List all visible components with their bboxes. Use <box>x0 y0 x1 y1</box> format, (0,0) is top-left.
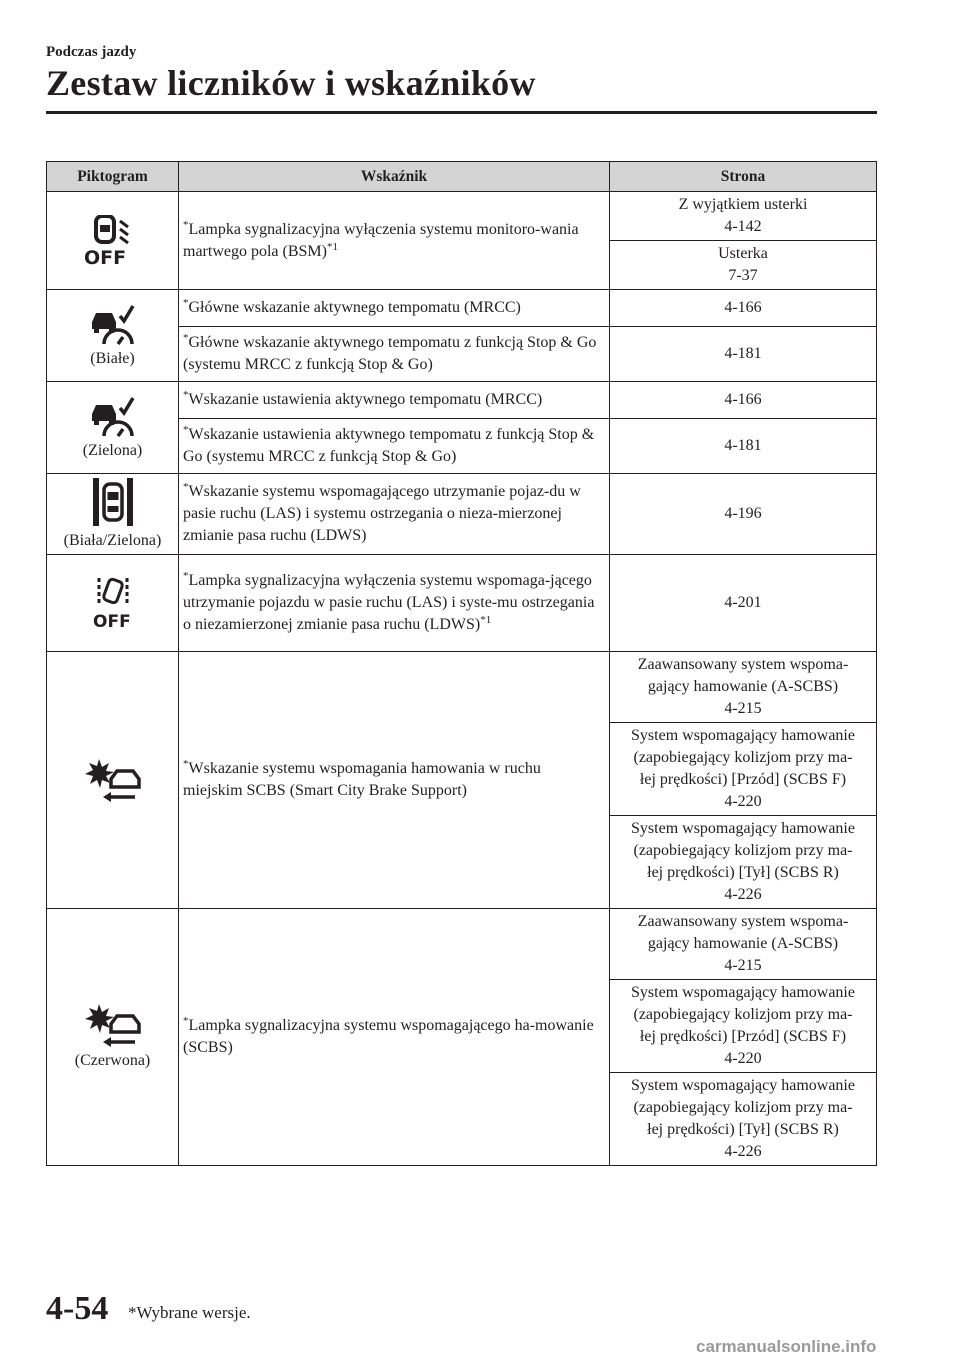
page-cell: 4-196 <box>610 474 877 555</box>
page-cell: System wspomagający hamowanie (zapobiegający kolizjom przy ma- łej prędkości) [Tył] (SCBS R) 4-226 <box>610 1073 877 1166</box>
page-cell: Zaawansowany system wspoma- gający hamowanie (A-SCBS) 4-215 <box>610 652 877 723</box>
description-cell: *Wskazanie ustawienia aktywnego tempomatu z funkcją Stop & Go (systemu MRCC z funkcją Stop & Go) <box>179 419 610 474</box>
pictogram-cell <box>47 290 179 382</box>
scbs-icon <box>81 757 145 803</box>
bsm-off-icon <box>82 215 144 267</box>
page-cell: System wspomagający hamowanie (zapobiegający kolizjom przy ma- łej prędkości) [Tył] (SCBS R) 4-226 <box>610 816 877 909</box>
footnote: *Wybrane wersje. <box>128 1303 251 1322</box>
page-cell: Zaawansowany system wspoma- gający hamowanie (A-SCBS) 4-215 <box>610 909 877 980</box>
indicator-table <box>46 161 877 1166</box>
table-row <box>47 652 877 723</box>
table-row <box>47 382 877 419</box>
description-cell: *Główne wskazanie aktywnego tempomatu z funkcją Stop & Go (systemu MRCC z funkcją Stop & Go) <box>179 327 610 382</box>
description-cell: *Lampka sygnalizacyjna wyłączenia systemu wspomaga-jącego utrzymanie pojazdu w pasie ruchu (LAS) i syste-mu ostrzegania o niezamierzonej zmianie pasa ruchu (LDWS)$^{*1}$ <box>179 555 610 652</box>
pictogram-cell <box>47 192 179 290</box>
optional-mark: * <box>183 570 189 582</box>
table-row <box>47 555 877 652</box>
pictogram-caption: (Czerwona) <box>74 1052 151 1069</box>
pictogram-caption: (Biała/Zielona) <box>63 532 162 549</box>
description-cell: *Wskazanie ustawienia aktywnego tempomatu (MRCC) <box>179 382 610 419</box>
optional-mark: * <box>183 218 189 231</box>
page-cell: System wspomagający hamowanie (zapobiegający kolizjom przy ma- łej prędkości) [Przód] (SCBS F) 4-220 <box>610 723 877 816</box>
scbs-icon <box>81 1002 145 1048</box>
table-row <box>47 290 877 327</box>
title-divider <box>46 111 877 114</box>
optional-mark: * <box>183 389 189 401</box>
optional-mark: * <box>183 297 189 309</box>
optional-mark: * <box>183 424 189 436</box>
svg-text:OFF: OFF <box>92 612 131 630</box>
table-header-row <box>47 162 877 192</box>
optional-mark: * <box>183 758 189 770</box>
page-cell: System wspomagający hamowanie (zapobiegający kolizjom przy ma- łej prędkości) [Przód] (SCBS F) 4-220 <box>610 980 877 1073</box>
watermark: carmanualsonline.info <box>696 1337 877 1356</box>
svg-text:OFF: OFF <box>83 246 126 267</box>
pictogram-caption: (Zielona) <box>82 441 143 459</box>
description-cell: *Lampka sygnalizacyjna systemu wspomagającego ha-mowanie (SCBS) <box>179 909 610 1166</box>
footnote-ref: *1 <box>326 240 338 253</box>
optional-mark: * <box>183 481 189 493</box>
page-cell: 4-166 <box>610 290 877 327</box>
description-cell: *Wskazanie systemu wspomagającego utrzymanie pojaz-du w pasie ruchu (LAS) i systemu ostrzegania o nieza-mierzonej zmianie pasa ruchu (LDWS) <box>179 474 610 555</box>
mrcc-icon <box>88 394 138 438</box>
page-cell: Usterka 7-37 <box>610 241 877 290</box>
lane-assist-off-icon <box>91 576 135 630</box>
column-header-strona: Strona <box>610 162 877 192</box>
optional-mark: * <box>183 332 189 344</box>
footnote-ref: *1 <box>480 614 492 626</box>
pictogram-cell <box>47 909 179 1166</box>
table-row <box>47 192 877 241</box>
page-cell: 4-201 <box>610 555 877 652</box>
optional-mark: * <box>183 1015 189 1027</box>
description-cell: *Lampka sygnalizacyjna wyłączenia systemu monitoro-wania martwego pola (BSM)$^{*1}$ <box>179 192 610 290</box>
pictogram-cell <box>47 474 179 555</box>
description-cell: *Wskazanie systemu wspomagania hamowania w ruchu miejskim SCBS (Smart City Brake Support) <box>179 652 610 909</box>
table-row <box>47 474 877 555</box>
mrcc-icon <box>88 302 138 346</box>
column-header-piktogram: Piktogram <box>47 162 179 192</box>
pictogram-cell <box>47 382 179 474</box>
description-cell: *Główne wskazanie aktywnego tempomatu (MRCC) <box>179 290 610 327</box>
section-label: Podczas jazdy <box>46 44 137 60</box>
page-cell: 4-166 <box>610 382 877 419</box>
page-cell: 4-181 <box>610 419 877 474</box>
page-cell: 4-181 <box>610 327 877 382</box>
table-row <box>47 909 877 980</box>
page-title: Zestaw liczników i wskaźników <box>46 63 536 103</box>
pictogram-cell <box>47 555 179 652</box>
page-cell: Z wyjątkiem usterki 4-142 <box>610 192 877 241</box>
column-header-wskaznik: Wskaźnik <box>179 162 610 192</box>
pictogram-cell <box>47 652 179 909</box>
page-number: 4-54 <box>46 1290 109 1327</box>
lane-assist-icon <box>91 476 135 528</box>
pictogram-caption: (Białe) <box>90 349 135 367</box>
